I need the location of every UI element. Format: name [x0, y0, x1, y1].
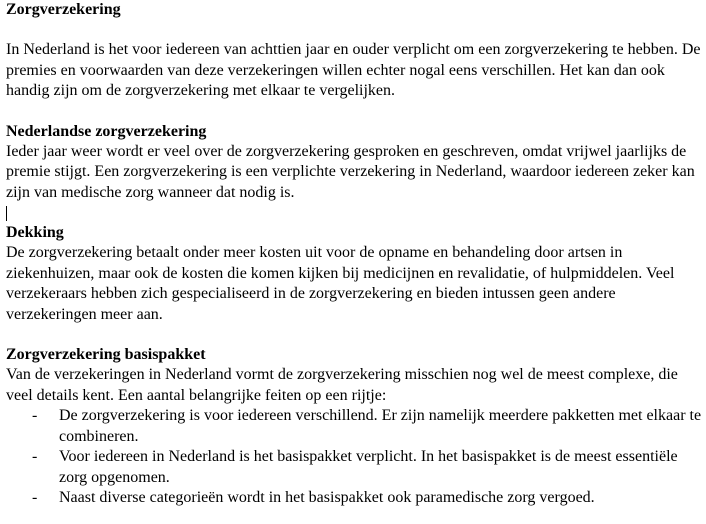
list-item-text: De zorgverzekering is voor iedereen verschillend. Er zijn namelijk meerdere pakketten met elkaar te combineren. — [59, 407, 702, 445]
blank-line-with-cursor[interactable] — [6, 203, 702, 223]
list-item — [6, 447, 702, 488]
section-heading-dekking: Dekking — [6, 224, 64, 241]
blank-line — [6, 102, 702, 122]
document-page[interactable] — [6, 0, 702, 509]
section-body-nederlandse-zorgverzekering: Ieder jaar weer wordt er veel over de zorgverzekering gesproken en geschreven, omdat vrijwel jaarlijks de premie stijgt. Een zorgverzekering is een verplichte verzekering in Nederland, waardoor iedereen zeker kan zijn van medische zorg wanneer dat nodig is. — [6, 142, 695, 201]
section-body-dekking: De zorgverzekering betaalt onder meer kosten uit voor de opname en behandeling door artsen in ziekenhuizen, maar ook de kosten die komen kijken bij medicijnen en revalidatie, of hulpmiddelen. Veel verzekeraars hebben zich gespecialiseerd in de zorgverzekering en bieden intussen geen andere verzekeringen meer aan. — [6, 244, 675, 323]
intro-paragraph: In Nederland is het voor iedereen van achttien jaar en ouder verplicht om een zorgverzekering te hebben. De premies en voorwaarden van deze verzekeringen willen echter nogal eens verschillen. Het kan dan ook handig zijn om de zorgverzekering met elkaar te vergelijken. — [6, 41, 701, 99]
list-item-text: Voor iedereen in Nederland is het basispakket verplicht. In het basispakket is de meest essentiële zorg opgenomen. — [59, 448, 678, 486]
bullet-dash: - — [32, 448, 38, 465]
bullet-dash: - — [32, 489, 38, 506]
list-item — [6, 406, 702, 447]
text-cursor — [6, 206, 7, 221]
list-item — [6, 488, 702, 509]
bullet-dash: - — [32, 407, 38, 424]
document-title: Zorgverzekering — [6, 1, 121, 18]
blank-line — [6, 20, 702, 40]
section-body-basispakket: Van de verzekeringen in Nederland vormt de zorgverzekering misschien nog wel de meest complexe, die veel details kent. Een aantal belangrijke feiten op een rijtje: — [6, 366, 678, 404]
section-heading-basispakket: Zorgverzekering basispakket — [6, 346, 206, 363]
blank-line — [6, 325, 702, 345]
section-heading-nederlandse-zorgverzekering: Nederlandse zorgverzekering — [6, 122, 207, 140]
list-item-text: Naast diverse categorieën wordt in het basispakket ook paramedische zorg vergoed. — [59, 489, 595, 506]
bullet-list — [6, 406, 702, 509]
